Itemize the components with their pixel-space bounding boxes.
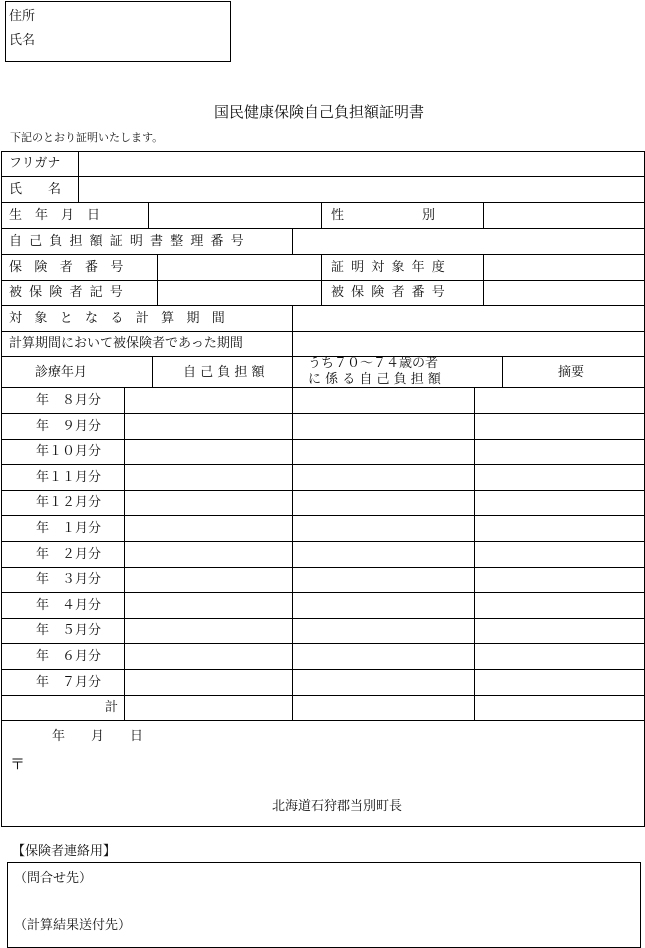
sex-label: 性 別 bbox=[331, 208, 436, 223]
certificate-form bbox=[1, 151, 645, 827]
calc-period-field[interactable] bbox=[294, 307, 643, 329]
target-year-field[interactable] bbox=[485, 256, 643, 278]
cert-number-label: 自己負担額証明書整理番号 bbox=[9, 234, 251, 249]
total-label: 計 bbox=[105, 700, 119, 715]
month-row-label: 年 １月分 bbox=[36, 521, 102, 536]
month-row-label: 年 ６月分 bbox=[36, 649, 102, 664]
insured-period-field[interactable] bbox=[294, 333, 643, 354]
insured-symbol-field[interactable] bbox=[159, 282, 319, 303]
month-row-label: 年 ４月分 bbox=[36, 598, 102, 613]
birthdate-label: 生 年 月 日 bbox=[9, 208, 101, 223]
month-row-label: 年 ３月分 bbox=[36, 572, 102, 587]
inquiry-label: （問合せ先） bbox=[14, 871, 93, 886]
remarks-header: 摘要 bbox=[558, 365, 585, 380]
send-to-label: （計算結果送付先） bbox=[14, 918, 132, 933]
name-field[interactable] bbox=[80, 178, 643, 200]
contact-box bbox=[7, 862, 641, 948]
cert-number-field[interactable] bbox=[294, 230, 643, 252]
intro-text: 下記のとおり証明いたします。 bbox=[10, 131, 164, 144]
elderly-header-line2: に 係 る 自 己 負 担 額 bbox=[308, 372, 441, 387]
month-row-label: 年１１月分 bbox=[36, 470, 102, 485]
month-row-label: 年 ２月分 bbox=[36, 547, 102, 562]
elderly-header-line1: うち７０～７４歳の者 bbox=[308, 356, 439, 371]
birthdate-field[interactable] bbox=[150, 204, 319, 226]
issue-date: 年 月 日 bbox=[52, 729, 144, 744]
name-field-label: 氏 名 bbox=[9, 182, 62, 197]
postal-mark: 〒 bbox=[10, 755, 26, 773]
insured-period-label: 計算期間において被保険者であった期間 bbox=[9, 336, 243, 351]
insurer-number-field[interactable] bbox=[159, 256, 319, 278]
target-year-label: 証明対象年度 bbox=[331, 260, 452, 275]
self-pay-header: 自 己 負 担 額 bbox=[183, 365, 265, 380]
month-header: 診療年月 bbox=[35, 365, 88, 380]
contact-heading: 【保険者連絡用】 bbox=[12, 844, 117, 859]
sex-field[interactable] bbox=[485, 204, 643, 226]
insured-number-field[interactable] bbox=[485, 282, 643, 303]
furigana-field[interactable] bbox=[80, 153, 643, 175]
insurer-number-label: 保険者番号 bbox=[9, 260, 136, 275]
calc-period-label: 対象となる計算期間 bbox=[9, 311, 238, 326]
month-row-label: 年 ９月分 bbox=[36, 419, 102, 434]
address-label: 住所 bbox=[9, 9, 36, 24]
insured-symbol-label: 被保険者記号 bbox=[9, 285, 130, 300]
month-row-label: 年 ８月分 bbox=[36, 393, 102, 408]
month-row-label: 年１０月分 bbox=[36, 444, 102, 459]
name-label: 氏名 bbox=[9, 33, 36, 48]
insured-number-label: 被保険者番号 bbox=[331, 285, 452, 300]
month-row-label: 年 ５月分 bbox=[36, 623, 102, 638]
month-row-label: 年 ７月分 bbox=[36, 675, 102, 690]
address-box bbox=[5, 1, 231, 62]
furigana-label: フリガナ bbox=[9, 156, 61, 171]
issuer-name: 北海道石狩郡当別町長 bbox=[272, 799, 403, 814]
document-title: 国民健康保険自己負担額証明書 bbox=[214, 103, 425, 121]
month-row-label: 年１２月分 bbox=[36, 495, 102, 510]
